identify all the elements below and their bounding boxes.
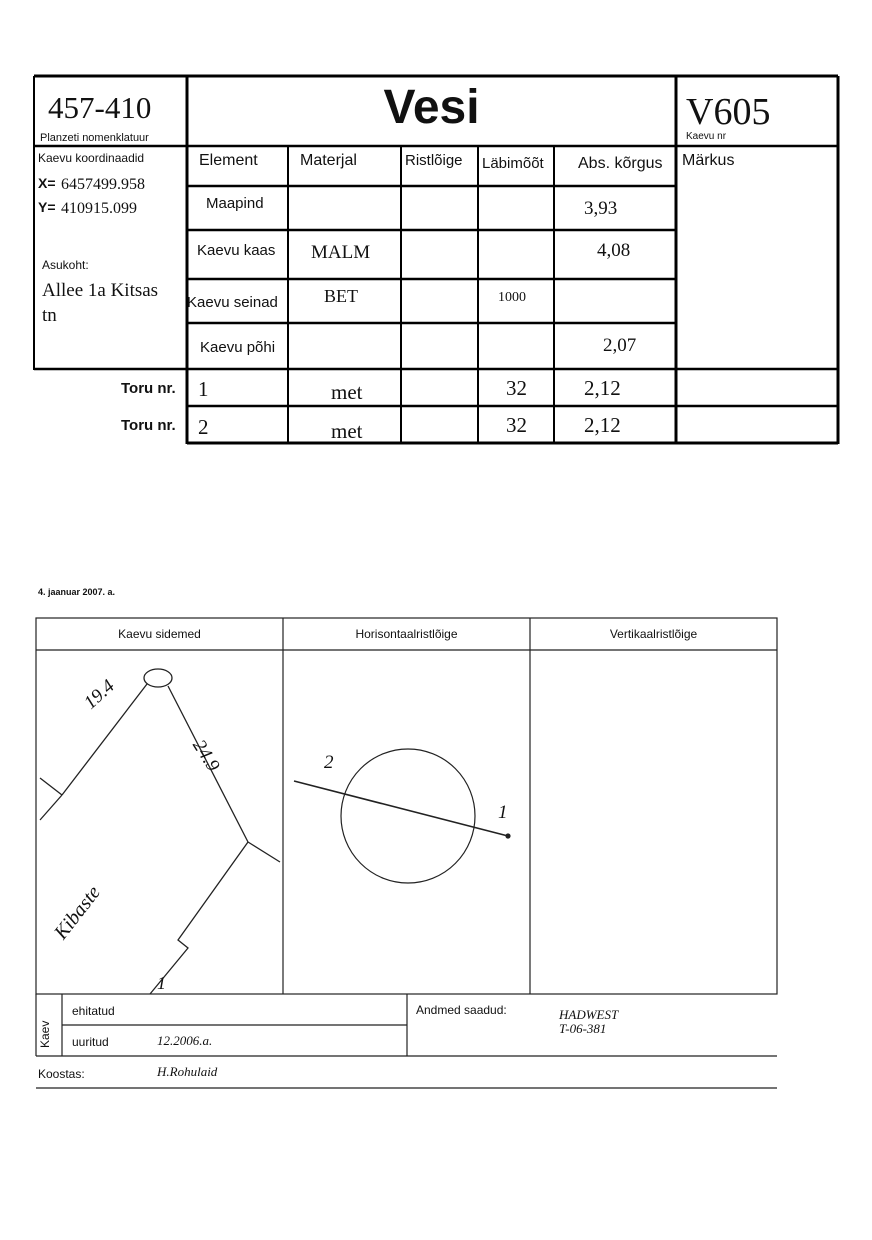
location-label: Asukoht: <box>42 258 89 272</box>
col-element: Element <box>199 152 258 169</box>
pipe1-elevation: 2,12 <box>584 376 621 400</box>
pipe1-diameter: 32 <box>506 376 527 400</box>
sheet-code: 457-410 <box>48 90 152 125</box>
location-line2: tn <box>42 305 57 326</box>
source-label: Andmed saadud: <box>416 1003 507 1017</box>
pipe1-label: Toru nr. <box>121 380 176 397</box>
source-line1: HADWEST <box>559 1007 619 1022</box>
pipe2-elevation: 2,12 <box>584 413 621 437</box>
y-label: Y= <box>38 199 56 215</box>
well-code: V605 <box>686 91 771 133</box>
sketch-col-horizontal: Horisontaalristlõige <box>355 627 458 641</box>
sketch-col-vertical: Vertikaalristlõige <box>609 627 698 641</box>
sheet-label: Planzeti nomenklatuur <box>40 132 149 144</box>
pipe2-diameter: 32 <box>506 413 527 437</box>
distance-2: 24.9 <box>188 736 224 776</box>
source-line2: T-06-381 <box>559 1021 607 1036</box>
document-date: 4. jaanuar 2007. a. <box>38 587 116 597</box>
pipe2-label: Toru nr. <box>121 417 176 434</box>
author-value: H.Rohulaid <box>157 1064 218 1079</box>
location-line1: Allee 1a Kitsas <box>42 280 159 301</box>
pipe-1-mark: 1 <box>498 802 508 823</box>
col-material: Materjal <box>300 152 357 169</box>
distance-1: 19.4 <box>80 675 119 714</box>
col-section: Ristlõige <box>405 152 463 169</box>
pipe-2-mark: 2 <box>324 752 334 773</box>
street-name: Kibaste <box>50 881 105 944</box>
row-cover-elevation: 4,08 <box>597 240 631 261</box>
y-value: 410915.099 <box>61 200 137 217</box>
row-cover-material: MALM <box>311 242 371 263</box>
page-title: Vesi <box>383 81 480 134</box>
sketch-mark-1: 1 <box>157 973 166 993</box>
coords-label: Kaevu koordinaadid <box>38 151 145 165</box>
row-bottom-element: Kaevu põhi <box>200 339 276 356</box>
row-ground-element: Maapind <box>206 195 264 212</box>
col-diameter: Läbimõõt <box>482 155 544 172</box>
connection-sketch <box>40 669 280 994</box>
sketch-col-connections: Kaevu sidemed <box>118 627 201 641</box>
x-label: X= <box>38 175 56 191</box>
row-walls-element: Kaevu seinad <box>187 294 278 311</box>
row-walls-material: BET <box>324 286 358 306</box>
row-walls-diameter: 1000 <box>498 290 526 305</box>
x-value: 6457499.958 <box>61 176 145 193</box>
pipe2-number: 2 <box>198 415 209 439</box>
pipe2-material: met <box>331 419 363 443</box>
built-label: ehitatud <box>72 1004 115 1018</box>
author-label: Koostas: <box>38 1067 85 1081</box>
surveyed-label: uuritud <box>72 1035 109 1049</box>
well-label: Kaevu nr <box>686 131 727 142</box>
row-bottom-elevation: 2,07 <box>603 335 637 356</box>
row-ground-elevation: 3,93 <box>584 198 618 219</box>
side-label: Kaev <box>38 1020 52 1048</box>
pipe1-number: 1 <box>198 377 209 401</box>
row-cover-element: Kaevu kaas <box>197 242 276 259</box>
surveyed-value: 12.2006.a. <box>157 1033 213 1048</box>
pipe1-material: met <box>331 380 363 404</box>
col-elevation: Abs. kõrgus <box>578 155 663 172</box>
col-remarks: Märkus <box>682 152 735 169</box>
